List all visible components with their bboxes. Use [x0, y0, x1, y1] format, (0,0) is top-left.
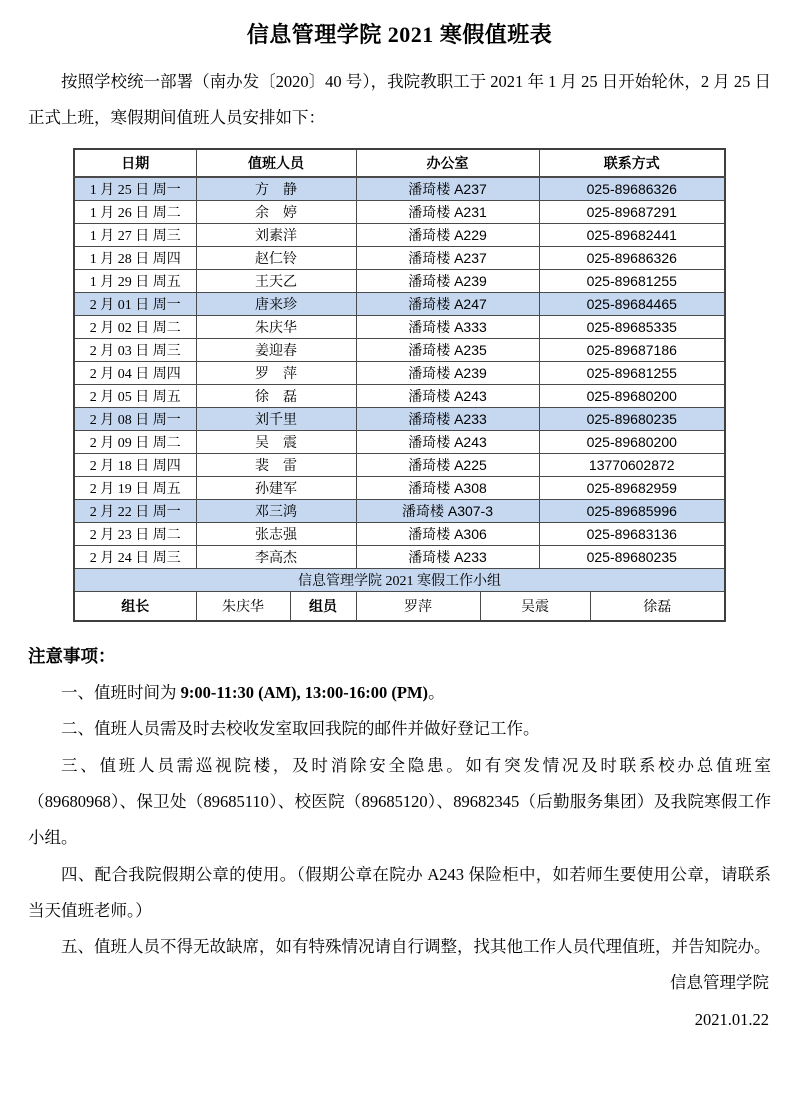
signature-date: 2021.01.22	[694, 1009, 769, 1029]
leader-name: 朱庆华	[196, 591, 290, 621]
person-cell: 刘素洋	[196, 223, 356, 246]
office-cell: 潘琦楼 A237	[356, 177, 539, 201]
table-row	[74, 407, 725, 430]
table-row	[74, 361, 725, 384]
person-cell: 邓三鸿	[196, 499, 356, 522]
phone-cell: 025-89686326	[539, 246, 725, 269]
person-cell: 徐 磊	[196, 384, 356, 407]
signature-org: 信息管理学院	[670, 973, 769, 993]
phone-cell: 025-89687291	[539, 200, 725, 223]
table-row	[74, 545, 725, 568]
person-cell: 李高杰	[196, 545, 356, 568]
table-row	[74, 338, 725, 361]
person-cell: 赵仁铃	[196, 246, 356, 269]
note-2: 二、值班人员需及时去校收发室取回我院的邮件并做好登记工作。	[61, 719, 540, 739]
date-cell: 2 月 01 日 周一	[74, 292, 196, 315]
office-cell: 潘琦楼 A237	[356, 246, 539, 269]
date-cell: 1 月 26 日 周二	[74, 200, 196, 223]
member-name: 罗萍	[356, 591, 480, 621]
table-row	[74, 430, 725, 453]
phone-cell: 025-89682441	[539, 223, 725, 246]
table-row	[74, 292, 725, 315]
intro-paragraph: 按照学校统一部署（南办发〔2020〕40 号），我院教职工于 2021 年 1 月 25 日开始轮休，2 月 25 日正式上班，寒假期间值班人员安排如下：	[28, 72, 771, 128]
office-cell: 潘琦楼 A233	[356, 407, 539, 430]
person-cell: 张志强	[196, 522, 356, 545]
person-cell: 唐来珍	[196, 292, 356, 315]
table-row	[74, 476, 725, 499]
office-cell: 潘琦楼 A243	[356, 384, 539, 407]
table-header-row	[74, 149, 725, 177]
date-cell: 1 月 28 日 周四	[74, 246, 196, 269]
date-cell: 2 月 04 日 周四	[74, 361, 196, 384]
phone-cell: 025-89683136	[539, 522, 725, 545]
phone-cell: 025-89680200	[539, 384, 725, 407]
note-1-period: 。	[428, 683, 445, 703]
phone-cell: 025-89684465	[539, 292, 725, 315]
date-cell: 2 月 05 日 周五	[74, 384, 196, 407]
group-row	[74, 591, 725, 621]
person-cell: 裴 雷	[196, 453, 356, 476]
date-cell: 1 月 29 日 周五	[74, 269, 196, 292]
office-cell: 潘琦楼 A231	[356, 200, 539, 223]
office-cell: 潘琦楼 A239	[356, 269, 539, 292]
office-cell: 潘琦楼 A239	[356, 361, 539, 384]
date-cell: 2 月 23 日 周二	[74, 522, 196, 545]
member-name: 吴震	[480, 591, 590, 621]
phone-cell: 025-89680200	[539, 430, 725, 453]
office-cell: 潘琦楼 A333	[356, 315, 539, 338]
note-4: 四、配合我院假期公章的使用。（假期公章在院办 A243 保险柜中，如若师生要使用公章，请联系当天值班老师。）	[28, 864, 771, 920]
person-cell: 罗 萍	[196, 361, 356, 384]
phone-cell: 025-89681255	[539, 361, 725, 384]
office-cell: 潘琦楼 A235	[356, 338, 539, 361]
date-cell: 2 月 24 日 周三	[74, 545, 196, 568]
person-cell: 王天乙	[196, 269, 356, 292]
date-cell: 2 月 22 日 周一	[74, 499, 196, 522]
date-cell: 2 月 09 日 周二	[74, 430, 196, 453]
office-cell: 潘琦楼 A229	[356, 223, 539, 246]
header-cell-date: 日期	[74, 149, 196, 177]
date-cell: 2 月 08 日 周一	[74, 407, 196, 430]
person-cell: 姜迎春	[196, 338, 356, 361]
date-cell: 2 月 02 日 周二	[74, 315, 196, 338]
date-cell: 2 月 18 日 周四	[74, 453, 196, 476]
duty-roster-table	[73, 148, 726, 623]
date-cell: 2 月 03 日 周三	[74, 338, 196, 361]
header-cell-phone: 联系方式	[539, 149, 725, 177]
phone-cell: 025-89680235	[539, 407, 725, 430]
table-row	[74, 453, 725, 476]
person-cell: 余 婷	[196, 200, 356, 223]
table-row	[74, 177, 725, 201]
office-cell: 潘琦楼 A225	[356, 453, 539, 476]
phone-cell: 025-89682959	[539, 476, 725, 499]
office-cell: 潘琦楼 A233	[356, 545, 539, 568]
document-title: 信息管理学院 2021 寒假值班表	[246, 22, 553, 47]
phone-cell: 025-89686326	[539, 177, 725, 201]
header-cell-person: 值班人员	[196, 149, 356, 177]
phone-cell: 025-89687186	[539, 338, 725, 361]
table-row	[74, 223, 725, 246]
person-cell: 朱庆华	[196, 315, 356, 338]
office-cell: 潘琦楼 A308	[356, 476, 539, 499]
member-label: 组员	[290, 591, 356, 621]
person-cell: 方 静	[196, 177, 356, 201]
office-cell: 潘琦楼 A306	[356, 522, 539, 545]
person-cell: 孙建军	[196, 476, 356, 499]
phone-cell: 025-89681255	[539, 269, 725, 292]
phone-cell: 13770602872	[539, 453, 725, 476]
group-title: 信息管理学院 2021 寒假工作小组	[74, 568, 725, 591]
table-row	[74, 522, 725, 545]
person-cell: 吴 震	[196, 430, 356, 453]
table-row	[74, 499, 725, 522]
table-row	[74, 269, 725, 292]
date-cell: 1 月 25 日 周一	[74, 177, 196, 201]
office-cell: 潘琦楼 A307-3	[356, 499, 539, 522]
office-cell: 潘琦楼 A243	[356, 430, 539, 453]
header-cell-office: 办公室	[356, 149, 539, 177]
note-1	[28, 675, 771, 711]
note-3: 三、值班人员需巡视院楼，及时消除安全隐患。如有突发情况及时联系校办总值班室（89680968）、保卫处（89685110）、校医院（89685120）、89682345（后勤服务集团）及我院寒假工作小组。	[28, 755, 771, 848]
table-row	[74, 200, 725, 223]
person-cell: 刘千里	[196, 407, 356, 430]
office-cell: 潘琦楼 A247	[356, 292, 539, 315]
group-title-row	[74, 568, 725, 591]
date-cell: 1 月 27 日 周三	[74, 223, 196, 246]
note-5: 五、值班人员不得无故缺席，如有特殊情况请自行调整，找其他工作人员代理值班，并告知院办。	[61, 937, 771, 957]
member-name: 徐磊	[590, 591, 725, 621]
phone-cell: 025-89685335	[539, 315, 725, 338]
table-row	[74, 384, 725, 407]
table-row	[74, 315, 725, 338]
note-1-text: 一、值班时间为	[61, 683, 181, 703]
date-cell: 2 月 19 日 周五	[74, 476, 196, 499]
phone-cell: 025-89685996	[539, 499, 725, 522]
notes-heading: 注意事项：	[28, 646, 116, 667]
note-1-times: 9:00-11:30 (AM), 13:00-16:00 (PM)	[180, 683, 429, 703]
table-row	[74, 246, 725, 269]
leader-label: 组长	[74, 591, 196, 621]
phone-cell: 025-89680235	[539, 545, 725, 568]
